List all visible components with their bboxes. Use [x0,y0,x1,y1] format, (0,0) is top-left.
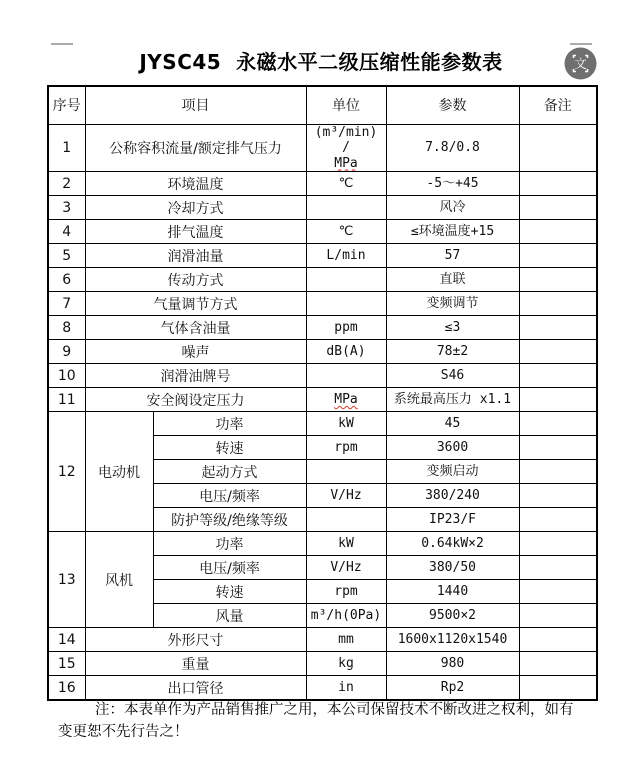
unit-text: kW [338,415,354,431]
cell-no: 15 [48,652,85,676]
cell-param: 57 [386,244,519,268]
cell-sub-item: 转速 [153,436,306,460]
cell-remark [519,124,597,172]
table-row [48,268,597,292]
cell-param: 380/240 [386,484,519,508]
cell-item: 排气温度 [85,220,306,244]
cell-item: 安全阀设定压力 [85,388,306,412]
unit-text: ℃ [338,175,354,191]
cell-remark [519,436,597,460]
translate-image-button[interactable] [564,47,597,80]
cell-param: ≤环境温度+15 [386,220,519,244]
cell-no: 14 [48,628,85,652]
cell-param: ≤3 [386,316,519,340]
cell-remark [519,532,597,556]
unit-text: L/min [326,247,366,263]
cell-item: 气体含油量 [85,316,306,340]
cell-item: 重量 [85,652,306,676]
cell-remark [519,652,597,676]
cell-no: 6 [48,268,85,292]
cell-unit [306,364,386,388]
cell-no: 10 [48,364,85,388]
header-item: 项目 [85,86,306,124]
cell-remark [519,508,597,532]
cell-unit [306,580,386,604]
cell-param: 3600 [386,436,519,460]
cell-unit [306,124,386,172]
cell-item: 传动方式 [85,268,306,292]
unit-text: in [338,679,354,695]
unit-text: kg [338,655,354,671]
cell-group: 电动机 [85,412,153,532]
cell-sub-item: 起动方式 [153,460,306,484]
table-row [48,244,597,268]
cell-remark [519,628,597,652]
cell-no: 1 [48,124,85,172]
cell-item: 出口管径 [85,676,306,700]
cell-param: 直联 [386,268,519,292]
cell-remark [519,316,597,340]
footer-note [58,700,593,744]
unit-text: ppm [334,319,358,335]
cell-sub-item: 电压/频率 [153,484,306,508]
cell-param: 变频调节 [386,292,519,316]
cell-param: IP23/F [386,508,519,532]
table-row [48,124,597,172]
cell-unit [306,316,386,340]
table-row [48,532,597,556]
cell-item: 气量调节方式 [85,292,306,316]
cell-unit [306,340,386,364]
cell-param: S46 [386,364,519,388]
table-row [48,292,597,316]
cell-remark [519,412,597,436]
unit-text: (m³/min) / [314,124,378,156]
cell-param: 78±2 [386,340,519,364]
cell-remark [519,172,597,196]
table-row [48,220,597,244]
cell-param: 980 [386,652,519,676]
unit-text: mm [338,631,354,647]
cell-sub-item: 转速 [153,580,306,604]
svg-text:文: 文 [574,56,587,71]
cell-param: 1440 [386,580,519,604]
table-row [48,172,597,196]
cell-unit [306,532,386,556]
table-row [48,340,597,364]
cell-sub-item: 功率 [153,412,306,436]
table-row [48,412,597,436]
cell-unit [306,460,386,484]
footer-note-line2: 变更恕不先行告之！ [58,723,189,740]
cell-item: 外形尺寸 [85,628,306,652]
cell-param: 变频启动 [386,460,519,484]
cell-unit [306,484,386,508]
table-row [48,316,597,340]
unit-text: rpm [334,583,358,599]
cell-sub-item: 风量 [153,604,306,628]
cell-item: 润滑油量 [85,244,306,268]
cell-unit [306,676,386,700]
unit-text: MPa [334,391,358,407]
cell-item: 润滑油牌号 [85,364,306,388]
cell-unit [306,388,386,412]
unit-text: ℃ [338,223,354,239]
cell-param: 380/50 [386,556,519,580]
cell-item: 噪声 [85,340,306,364]
cell-no: 2 [48,172,85,196]
translate-icon [564,47,597,80]
cell-param: 0.64kW×2 [386,532,519,556]
cell-remark [519,676,597,700]
cell-unit [306,220,386,244]
cell-no: 11 [48,388,85,412]
header-no: 序号 [48,86,85,124]
cell-no: 9 [48,340,85,364]
cell-remark [519,220,597,244]
cell-remark [519,460,597,484]
cell-sub-item: 电压/频率 [153,556,306,580]
cell-no: 16 [48,676,85,700]
margin-mark-right [570,43,592,45]
unit-text: rpm [334,439,358,455]
unit-text: V/Hz [330,559,362,575]
table-row [48,676,597,700]
cell-param: 9500×2 [386,604,519,628]
unit-text: kW [338,535,354,551]
cell-no: 4 [48,220,85,244]
unit-text: m³/h(0Pa) [310,607,382,623]
cell-remark [519,388,597,412]
cell-item: 冷却方式 [85,196,306,220]
cell-unit [306,196,386,220]
cell-no: 13 [48,532,85,628]
footer-note-line1: 注：本表单作为产品销售推广之用，本公司保留技术不断改进之权利，如有 [95,702,574,718]
cell-remark [519,604,597,628]
header-param: 参数 [386,86,519,124]
cell-no: 5 [48,244,85,268]
cell-remark [519,244,597,268]
cell-unit [306,652,386,676]
cell-remark [519,364,597,388]
cell-unit [306,412,386,436]
cell-remark [519,484,597,508]
spec-table [47,85,598,701]
cell-sub-item: 防护等级/绝缘等级 [153,508,306,532]
table-row [48,628,597,652]
cell-item: 公称容积流量/额定排气压力 [85,124,306,172]
cell-remark [519,196,597,220]
cell-no: 8 [48,316,85,340]
unit-text: V/Hz [330,487,362,503]
cell-unit [306,244,386,268]
cell-no: 12 [48,412,85,532]
header-unit: 单位 [306,86,386,124]
cell-param: 系统最高压力 x1.1 [386,388,519,412]
cell-remark [519,340,597,364]
table-row [48,364,597,388]
table-row [48,388,597,412]
cell-param: -5～+45 [386,172,519,196]
cell-param: 7.8/0.8 [386,124,519,172]
cell-remark [519,268,597,292]
header-remark: 备注 [519,86,597,124]
cell-unit [306,268,386,292]
unit-text: MPa [334,155,358,171]
cell-param: 45 [386,412,519,436]
cell-remark [519,292,597,316]
cell-unit [306,556,386,580]
cell-sub-item: 功率 [153,532,306,556]
cell-unit [306,292,386,316]
margin-mark-left [51,43,73,45]
table-row [48,652,597,676]
cell-unit [306,436,386,460]
cell-item: 环境温度 [85,172,306,196]
cell-no: 3 [48,196,85,220]
cell-group: 风机 [85,532,153,628]
cell-unit [306,628,386,652]
cell-unit [306,172,386,196]
table-row [48,196,597,220]
cell-remark [519,580,597,604]
cell-unit [306,508,386,532]
cell-no: 7 [48,292,85,316]
cell-param: Rp2 [386,676,519,700]
cell-remark [519,556,597,580]
cell-param: 风冷 [386,196,519,220]
cell-param: 1600x1120x1540 [386,628,519,652]
cell-unit [306,604,386,628]
unit-text: dB(A) [326,343,366,359]
page-title: JYSC45 永磁水平二级压缩性能参数表 [139,50,503,74]
